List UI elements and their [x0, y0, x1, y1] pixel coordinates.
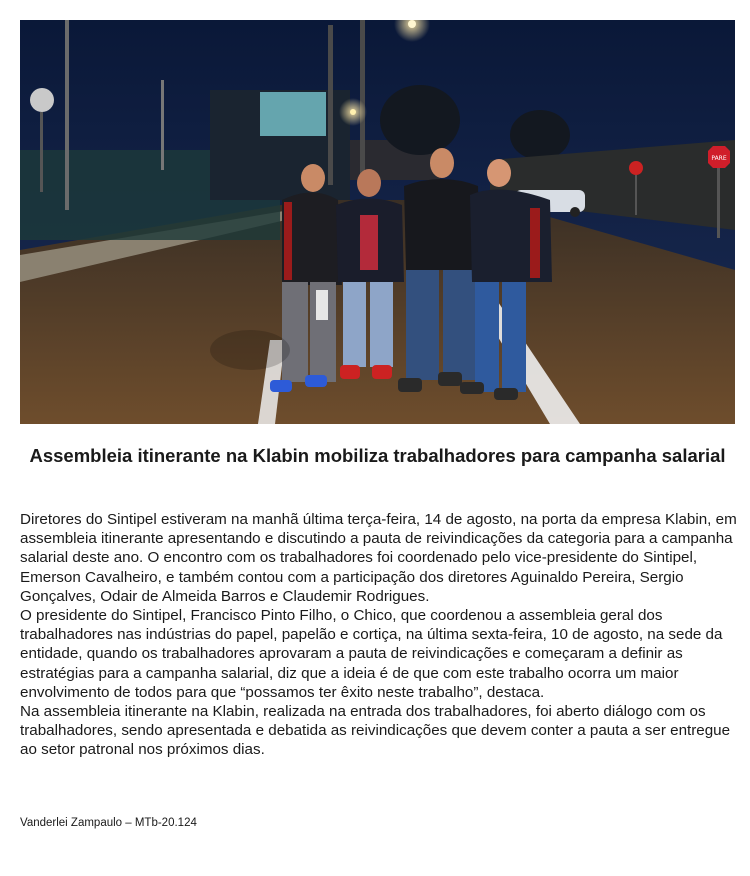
article-paragraph: Na assembleia itinerante na Klabin, realizada na entrada dos trabalhadores, foi aberto diálogo com os trabalhadores, sendo apresentada e debatida as reivindicações que devem conter a pauta a ser entregue ao setor patronal nos próximos dias.	[20, 703, 735, 759]
group-photo-night-street-icon	[20, 20, 735, 424]
article-photo	[20, 20, 735, 424]
person-3	[398, 148, 480, 392]
article-paragraph: Diretores do Sintipel estiveram na manhã última terça-feira, 14 de agosto, na porta da empresa Klabin, em assembleia itinerante apresentando e discutindo a pauta de reivindicações da categoria para a campanha salarial deste ano. O encontro com os trabalhadores foi coordenado pelo vice-presidente do Sintipel, Emerson Cavalheiro, e também contou com a participação dos diretores Aguinaldo Pereira, Sergio Gonçalves, Odair de Almeida Barros e Claudemir Rodrigues.	[20, 511, 741, 605]
article-body	[20, 510, 740, 760]
article-headline: Assembleia itinerante na Klabin mobiliza trabalhadores para campanha salarial	[29, 445, 726, 466]
article-paragraph: O presidente do Sintipel, Francisco Pinto Filho, o Chico, que coordenou a assembleia geral dos trabalhadores nas indústrias do papel, papelão e cortiça, na última sexta-feira, 10 de agosto, na sede da entidade, quando os trabalhadores aprovaram a pauta de reivindicações e começaram a definir as estratégias para a campanha salarial, diz que a ideia é de que com este trabalho ocorra um maior envolvimento de todos para que “possamos ter êxito neste trabalho”, destaca.	[20, 607, 727, 701]
stop-sign-text: PARE	[711, 155, 727, 162]
article-byline: Vanderlei Zampaulo – MTb-20.124	[20, 817, 197, 829]
